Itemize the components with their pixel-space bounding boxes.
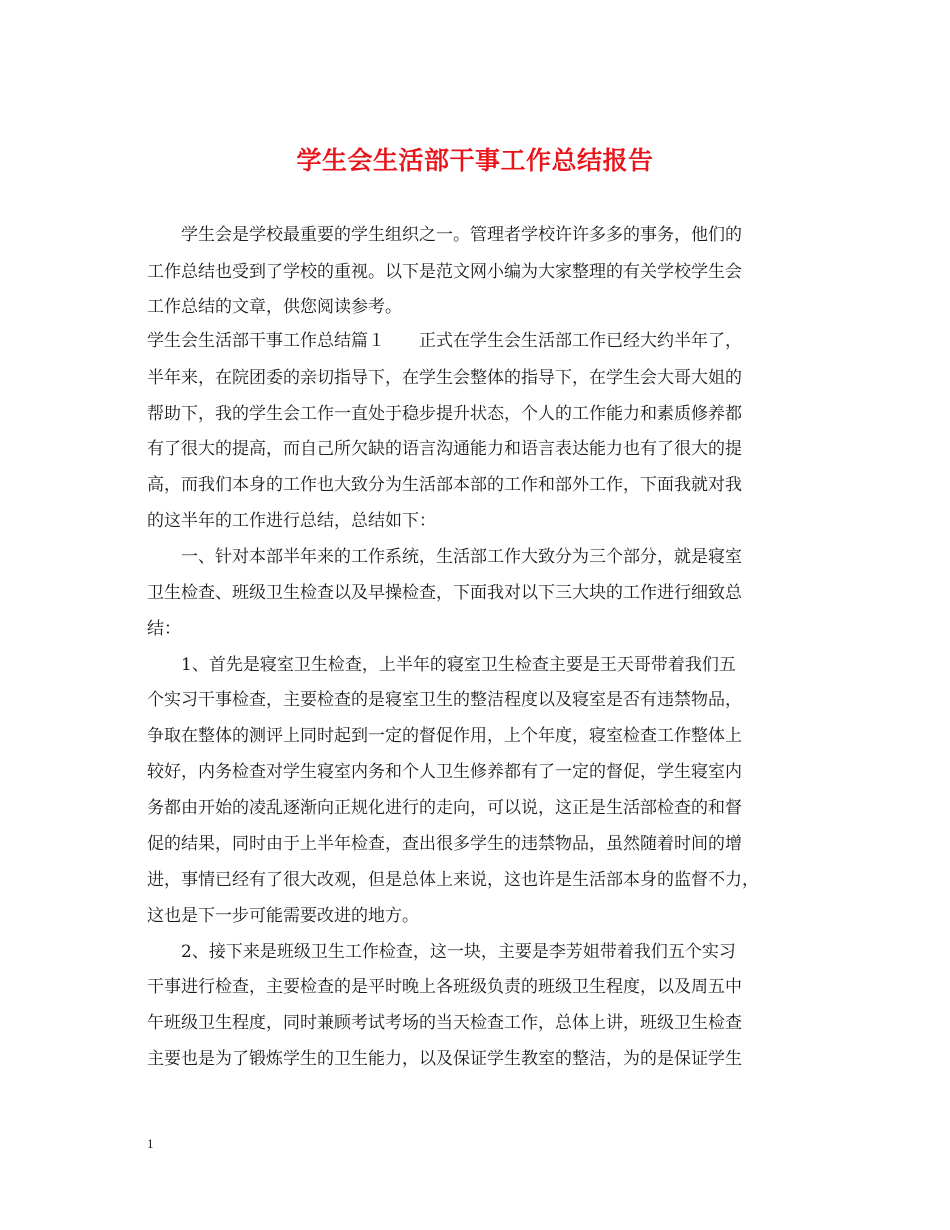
text-line: 干事进行检查，主要检查的是平时晚上各班级负责的班级卫生程度，以及周五中: [147, 977, 742, 997]
text-line: 学生会是学校最重要的学生组织之一。管理者学校许许多多的事务，他们的: [181, 225, 742, 245]
text-line: 学生会生活部干事工作总结篇１ 正式在学生会生活部工作已经大约半年了，: [147, 331, 742, 351]
text-line: 高，而我们本身的工作也大致分为生活部本部的工作和部外工作，下面我就对我: [147, 475, 742, 495]
text-line: 工作总结也受到了学校的重视。以下是范文网小编为大家整理的有关学校学生会: [147, 262, 742, 282]
text-line: 2、接下来是班级卫生工作检查，这一块，主要是李芳姐带着我们五个实习: [181, 942, 736, 962]
text-line: 有了很大的提高，而自己所欠缺的语言沟通能力和语言表达能力也有了很大的提: [147, 439, 742, 459]
text-line: 务都由开始的凌乱逐渐向正规化进行的走向，可以说，这正是生活部检查的和督: [147, 798, 742, 818]
text-line: 这也是下一步可能需要改进的地方。: [147, 906, 419, 926]
text-line: 午班级卫生程度，同时兼顾考试考场的当天检查工作，总体上讲，班级卫生检查: [147, 1013, 742, 1033]
text-line: 主要也是为了锻炼学生的卫生能力，以及保证学生教室的整洁，为的是保证学生: [147, 1049, 742, 1069]
text-line: 个实习干事检查，主要检查的是寝室卫生的整洁程度以及寝室是否有违禁物品，: [147, 690, 742, 710]
text-line: 的这半年的工作进行总结，总结如下：: [147, 511, 436, 531]
text-line: 半年来，在院团委的亲切指导下，在学生会整体的指导下，在学生会大哥大姐的: [147, 368, 742, 388]
text-line: 帮助下，我的学生会工作一直处于稳步提升状态，个人的工作能力和素质修养都: [147, 404, 742, 424]
text-line: 卫生检查、班级卫生检查以及早操检查，下面我对以下三大块的工作进行细致总: [147, 583, 742, 603]
text-line: 一、针对本部半年来的工作系统，生活部工作大致分为三个部分，就是寝室: [181, 547, 742, 567]
text-line: 较好，内务检查对学生寝室内务和个人卫生修养都有了一定的督促，学生寝室内: [147, 762, 742, 782]
text-line: 促的结果，同时由于上半年检查，查出很多学生的违禁物品，虽然随着时间的增: [147, 834, 742, 854]
document-title: 学生会生活部干事工作总结报告: [296, 146, 654, 175]
text-line: 工作总结的文章，供您阅读参考。: [147, 297, 402, 317]
page-number: 1: [147, 1136, 154, 1151]
text-line: 进，事情已经有了很大改观，但是总体上来说，这也许是生活部本身的监督不力，: [147, 870, 759, 890]
text-line: 1、首先是寝室卫生检查，上半年的寝室卫生检查主要是王天哥带着我们五: [181, 655, 736, 675]
text-line: 结：: [147, 619, 181, 639]
text-line: 争取在整体的测评上同时起到一定的督促作用，上个年度，寝室检查工作整体上: [147, 726, 742, 746]
